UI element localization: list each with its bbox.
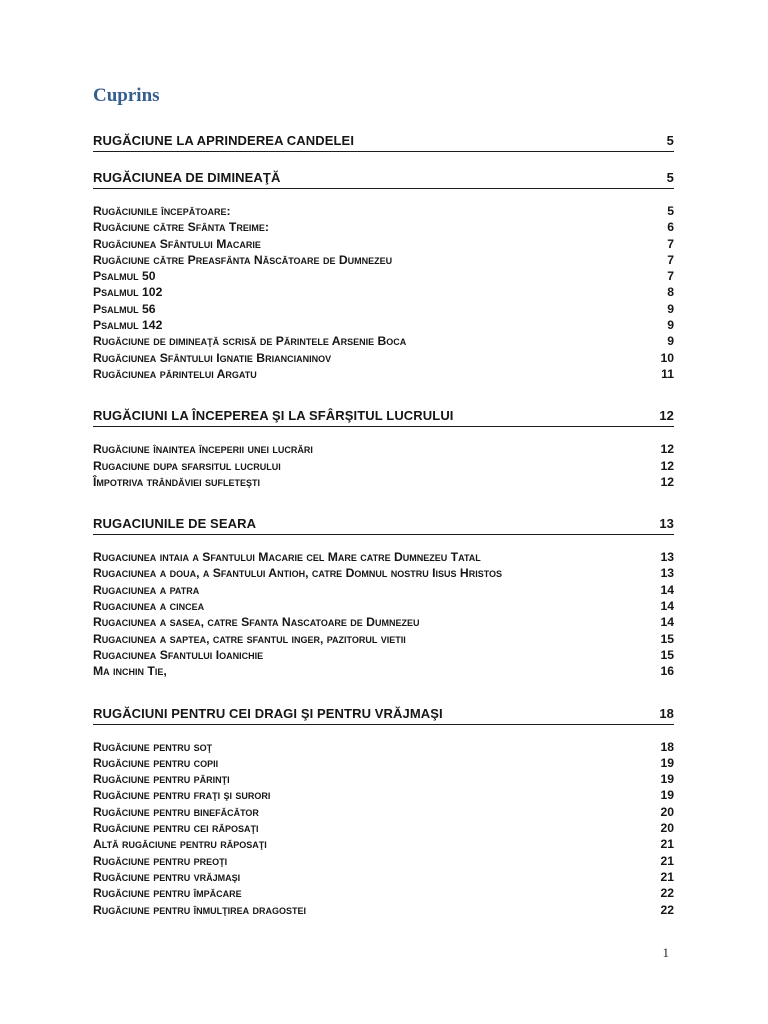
toc-entry-page-number: 20 (660, 821, 674, 836)
toc-entry-label: Rugaciunea a saptea, catre sfantul inger, pazitorul vietii (93, 631, 406, 646)
toc-entry (93, 268, 674, 284)
toc-entry-label: Psalmul 56 (93, 301, 156, 316)
toc-entry-page-number: 14 (660, 615, 674, 630)
toc-section-title: RUGĂCIUNEA DE DIMINEAŢĂ (93, 170, 281, 185)
toc-entry (93, 236, 674, 252)
toc-entry (93, 647, 674, 663)
toc-entry-page-number: 13 (660, 566, 674, 581)
toc-entry (93, 474, 674, 490)
toc-entry-list (93, 549, 674, 679)
toc-entry-page-number: 15 (660, 631, 674, 646)
toc-entry-page-number: 13 (660, 550, 674, 565)
toc-entry (93, 853, 674, 869)
toc-entry (93, 787, 674, 803)
toc-entry (93, 902, 674, 918)
toc-entry-page-number: 7 (667, 269, 674, 284)
toc-entry-label: Rugăciune pentru fraţi şi surori (93, 788, 271, 803)
toc-entry-page-number: 7 (667, 252, 674, 267)
toc-section-page-number: 12 (659, 408, 674, 424)
toc-section (93, 133, 674, 152)
toc-entry-page-number: 12 (660, 458, 674, 473)
toc-entry (93, 631, 674, 647)
toc-entry (93, 582, 674, 598)
toc-entry-label: Rugăciune pentru părinţi (93, 772, 230, 787)
toc-entry-list (93, 203, 674, 382)
toc-entry (93, 549, 674, 565)
toc-entry (93, 739, 674, 755)
toc-section (93, 408, 674, 490)
toc-section-page-number: 13 (659, 516, 674, 532)
toc-entry-page-number: 12 (660, 442, 674, 457)
toc-section-heading (93, 170, 674, 189)
toc-entry-label: Altă rugăciune pentru răposaţi (93, 837, 267, 852)
toc-entry-page-number: 11 (661, 366, 674, 381)
toc-section-title: RUGACIUNILE DE SEARA (93, 516, 257, 532)
toc-entry-label: Rugaciunea a patra (93, 582, 200, 597)
toc-entry (93, 317, 674, 333)
toc-section-heading (93, 516, 674, 535)
toc-entry-page-number: 21 (660, 837, 674, 852)
toc-entry-label: Rugăciunea Sfântului Ignatie Briancianinov (93, 350, 332, 365)
toc-entry-page-number: 12 (660, 474, 674, 489)
toc-entry-label: Rugaciune dupa sfarsitul lucrului (93, 458, 281, 473)
toc-entry (93, 219, 674, 235)
toc-entry-label: Psalmul 142 (93, 318, 163, 333)
toc-section (93, 170, 674, 382)
page-title: Cuprins (93, 85, 160, 106)
toc-entry-page-number: 20 (660, 804, 674, 819)
toc-entry (93, 441, 674, 457)
toc-section-heading (93, 706, 674, 725)
toc-entry-page-number: 18 (660, 739, 674, 754)
toc-entry (93, 565, 674, 581)
toc-section-heading (93, 408, 674, 427)
toc-entry-page-number: 16 (660, 664, 674, 679)
toc-entry-page-number: 8 (667, 285, 674, 300)
toc-entry (93, 458, 674, 474)
toc-entry-label: Rugaciunea a doua, a Sfantului Antioh, catre Domnul nostru Iisus Hristos (93, 566, 503, 581)
toc-entry (93, 350, 674, 366)
toc-section-page-number: 5 (666, 133, 674, 148)
toc-entry-label: Ma inchin Tie, (93, 664, 167, 679)
toc-entry-label: Rugăciune pentru vrăjmaşi (93, 869, 241, 884)
toc-entry-label: Rugăciune pentru cei răposaţi (93, 821, 259, 836)
toc-entry (93, 771, 674, 787)
toc-entry-list (93, 441, 674, 490)
toc-section (93, 516, 674, 679)
toc-section-heading (93, 133, 674, 152)
toc-entry-page-number: 15 (660, 647, 674, 662)
toc-section (93, 706, 674, 918)
toc-entry-page-number: 22 (660, 902, 674, 917)
toc-entry-label: Rugăciunea Sfântului Macarie (93, 236, 261, 251)
toc-entry-label: Împotriva trândăviei sufleteşti (93, 474, 260, 489)
toc-section-page-number: 5 (666, 170, 674, 185)
toc-entry (93, 284, 674, 300)
toc-entry-page-number: 21 (660, 853, 674, 868)
toc-entry (93, 755, 674, 771)
toc-entry-label: Rugăciune pentru copii (93, 755, 219, 770)
toc-entry-label: Rugăciunile începătoare: (93, 204, 231, 218)
toc-entry-label: Rugăciune pentru binefăcător (93, 804, 259, 819)
toc-section-title: RUGĂCIUNI PENTRU CEI DRAGI ŞI PENTRU VRĂJMAŞI (93, 705, 443, 721)
toc-entry (93, 663, 674, 679)
toc-section-title: RUGĂCIUNI LA ÎNCEPEREA ŞI LA SFÂRŞITUL LUCRULUI (93, 408, 454, 424)
toc-entry-label: Rugăciune pentru soţ (93, 739, 213, 754)
toc-entry-page-number: 5 (667, 204, 674, 218)
footer-page-number: 1 (662, 945, 669, 960)
toc-entry-page-number: 7 (667, 236, 674, 251)
toc-entry-page-number: 14 (660, 599, 674, 614)
toc-entry (93, 836, 674, 852)
toc-entry-label: Rugaciunea Sfantului Ioanichie (93, 647, 264, 662)
toc-entry-page-number: 19 (660, 772, 674, 787)
toc-entry-label: Rugăciune de dimineaţă scrisă de Părintele Arsenie Boca (93, 334, 407, 349)
toc-entry-label: Rugăciune pentru înmulţirea dragostei (93, 902, 306, 917)
toc-entry-page-number: 6 (667, 220, 674, 235)
toc-entry-label: Rugăciune înaintea începerii unei lucrări (93, 442, 313, 457)
toc-section-title: RUGĂCIUNE LA APRINDEREA CANDELEI (93, 133, 355, 148)
toc-entry-label: Rugăciune către Sfânta Treime: (93, 220, 269, 235)
toc-entry (93, 203, 674, 219)
toc-entry-label: Rugăciune către Preasfânta Născătoare de Dumnezeu (93, 252, 393, 267)
toc-entry-page-number: 19 (660, 788, 674, 803)
toc-entry-label: Rugăciune pentru preoţi (93, 853, 228, 868)
toc-entry-label: Psalmul 102 (93, 285, 163, 300)
toc-entry (93, 614, 674, 630)
toc-entry (93, 301, 674, 317)
toc-section-page-number: 18 (659, 705, 674, 721)
toc-entry (93, 804, 674, 820)
toc-entry (93, 598, 674, 614)
toc-entry-page-number: 9 (667, 318, 674, 333)
toc-entry-label: Psalmul 50 (93, 269, 156, 284)
toc-entry-label: Rugăciunea părintelui Argatu (93, 366, 257, 381)
toc-entry-label: Rugaciunea a cincea (93, 599, 205, 614)
toc-entry-page-number: 9 (667, 334, 674, 349)
toc-entry-page-number: 9 (667, 301, 674, 316)
toc-entry-page-number: 19 (660, 755, 674, 770)
toc-entry (93, 820, 674, 836)
toc-entry (93, 869, 674, 885)
toc-entry (93, 366, 674, 382)
toc-entry-label: Rugaciunea a sasea, catre Sfanta Nascatoare de Dumnezeu (93, 615, 420, 630)
toc-entry-label: Rugăciune pentru împăcare (93, 886, 242, 901)
toc-entry-page-number: 10 (660, 350, 674, 365)
toc-entry-page-number: 14 (660, 582, 674, 597)
toc-entry-list (93, 739, 674, 918)
toc-entry-page-number: 21 (660, 869, 674, 884)
table-of-contents (93, 133, 674, 918)
toc-entry (93, 252, 674, 268)
toc-entry-label: Rugaciunea intaia a Sfantului Macarie cel Mare catre Dumnezeu Tatal (93, 550, 481, 565)
toc-entry-page-number: 22 (660, 886, 674, 901)
toc-entry (93, 333, 674, 349)
toc-entry (93, 885, 674, 901)
